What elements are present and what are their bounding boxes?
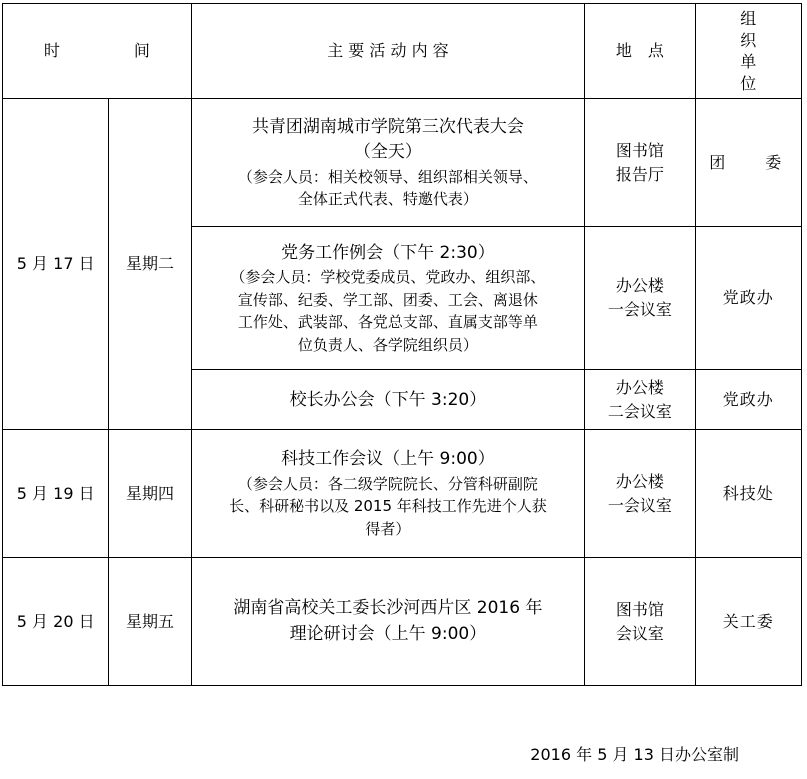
place-line: 办公楼 <box>615 276 664 296</box>
event-title-line: 校长办公会（下午 3:20） <box>289 389 487 410</box>
event-title-line: 湖南省高校关工委长沙河西片区 2016 年 <box>233 598 543 619</box>
event-content-cell <box>191 227 584 370</box>
place-line: 会议室 <box>615 623 664 643</box>
header-main-content <box>191 4 584 99</box>
place-cell <box>585 370 695 430</box>
event-content-cell <box>191 370 584 430</box>
date-cell: 5 月 20 日 <box>3 558 109 686</box>
event-title-line: （全天） <box>353 142 422 163</box>
place-line: 办公楼 <box>615 471 664 491</box>
event-detail-line: 长、科研秘书以及 2015 年科技工作先进个人获 <box>229 497 547 516</box>
document-page <box>0 3 807 779</box>
place-line: 图书馆 <box>615 140 664 160</box>
header-time-label: 时 间 <box>43 41 164 61</box>
place-line: 二会议室 <box>607 401 672 421</box>
footer-note: 2016 年 5 月 13 日办公室制 <box>530 745 739 764</box>
date-cell: 5 月 17 日 <box>3 99 109 430</box>
place-cell <box>585 99 695 227</box>
table-row <box>3 99 802 227</box>
event-detail-line: （参会人员：相关校领导、组织部相关领导、 <box>237 167 538 186</box>
organizer-cell: 关工委 <box>695 558 801 686</box>
place-cell <box>585 558 695 686</box>
header-time <box>3 4 192 99</box>
place-line: 办公楼 <box>615 377 664 397</box>
header-organizer <box>695 4 801 99</box>
event-detail-line: 得者） <box>365 519 411 538</box>
organizer-cell: 科技处 <box>695 430 801 558</box>
organizer-cell: 党政办 <box>695 227 801 370</box>
schedule-table <box>2 3 802 686</box>
event-content-cell <box>191 430 584 558</box>
event-detail-line: 工作处、武装部、各党总支部、直属支部等单 <box>237 313 538 332</box>
place-cell <box>585 227 695 370</box>
place-line: 一会议室 <box>607 495 672 515</box>
place-line: 图书馆 <box>615 599 664 619</box>
header-organizer-label-2: 单 位 <box>740 52 801 93</box>
event-title-line: 理论研讨会（上午 9:00） <box>289 623 487 644</box>
header-place <box>585 4 695 99</box>
event-content-cell <box>191 558 584 686</box>
event-detail-line: （参会人员：各二级学院院长、分管科研副院 <box>237 474 538 493</box>
weekday-cell: 星期五 <box>109 558 191 686</box>
place-cell <box>585 430 695 558</box>
weekday-cell: 星期二 <box>109 99 191 430</box>
header-place-label: 地 点 <box>615 41 664 61</box>
event-title-line: 党务工作例会（下午 2:30） <box>281 242 495 263</box>
organizer-cell: 党政办 <box>695 370 801 430</box>
event-detail-line: 宣传部、纪委、学工部、团委、工会、离退休 <box>237 290 538 309</box>
event-detail-line: （参会人员：学校党委成员、党政办、组织部、 <box>230 268 546 287</box>
event-detail-line: 位负责人、各学院组织员） <box>297 335 478 354</box>
weekday-cell: 星期四 <box>109 430 191 558</box>
table-row <box>3 558 802 686</box>
event-title-line: 科技工作会议（上午 9:00） <box>281 449 495 470</box>
place-line: 一会议室 <box>607 300 672 320</box>
table-header-row <box>3 4 802 99</box>
event-content-cell <box>191 99 584 227</box>
event-detail-line: 全体正式代表、特邀代表） <box>297 190 478 209</box>
organizer-cell: 团 委 <box>695 99 801 227</box>
place-line: 报告厅 <box>615 164 664 184</box>
event-title-line: 共青团湖南城市学院第三次代表大会 <box>251 116 524 137</box>
header-organizer-label-1: 组 织 <box>740 9 801 50</box>
header-main-label: 主 要 活 动 内 容 <box>327 41 449 61</box>
date-cell: 5 月 19 日 <box>3 430 109 558</box>
table-row <box>3 430 802 558</box>
